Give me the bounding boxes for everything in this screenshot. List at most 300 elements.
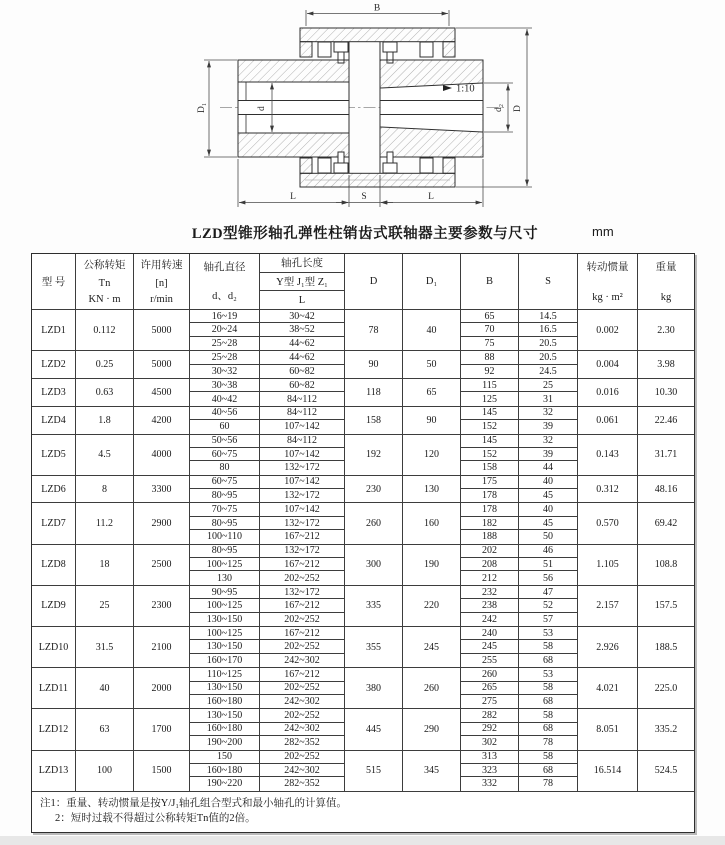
bore-subrow — [190, 420, 344, 433]
header-bore-length-symbol: L — [298, 294, 306, 306]
bore-length-cell: 282~352 — [284, 778, 320, 790]
elastic-pin-top-right — [383, 42, 397, 52]
bore-diameter-cell: 190~220 — [190, 777, 260, 790]
bs-subrow — [461, 392, 577, 405]
bore-diameter-cell: 130~150 — [190, 640, 260, 652]
B-S-group — [461, 435, 578, 475]
bore-diameter-cell: 70~75 — [190, 503, 260, 515]
bs-subrow — [461, 503, 577, 516]
D-cell: 300 — [345, 545, 403, 585]
inertia-cell: 4.021 — [578, 668, 638, 708]
bore-diameter-cell: 130~150 — [190, 709, 260, 721]
bore-length-cell: 60~82 — [289, 379, 315, 391]
bs-subrow — [461, 764, 577, 777]
inertia-cell: 0.312 — [578, 476, 638, 503]
bore-diameter-cell: 80 — [190, 461, 260, 474]
bs-subrow — [461, 682, 577, 695]
bs-subrow — [461, 736, 577, 749]
B-S-group — [461, 351, 578, 378]
inertia-cell: 0.570 — [578, 503, 638, 543]
inertia-cell: 1.105 — [578, 545, 638, 585]
bore-diameter-cell: 100~125 — [190, 599, 260, 611]
bs-subrow — [461, 448, 577, 461]
table-row — [32, 310, 694, 351]
header-D1: D₁ — [403, 254, 461, 309]
B-cell: 245 — [461, 640, 519, 652]
outer-sleeve-top — [300, 28, 455, 42]
B-cell: 292 — [461, 723, 519, 735]
torque-cell: 40 — [76, 668, 134, 708]
speed-cell: 1700 — [134, 709, 190, 749]
bore-subrow — [190, 351, 344, 364]
S-cell: 58 — [543, 751, 553, 763]
speed-cell: 5000 — [134, 351, 190, 378]
S-cell: 20.5 — [539, 351, 557, 363]
bore-diameter-cell: 100~125 — [190, 627, 260, 639]
sleeve-flange-top-left — [300, 42, 312, 57]
bore-length-cell: 30~42 — [289, 310, 315, 322]
B-S-group — [461, 476, 578, 503]
bore-diameter-cell: 160~180 — [190, 695, 260, 708]
table-row — [32, 709, 694, 750]
bore-length-cell: 242~302 — [284, 654, 320, 666]
B-cell: 188 — [461, 530, 519, 543]
inertia-cell: 2.926 — [578, 627, 638, 667]
inertia-cell: 0.143 — [578, 435, 638, 475]
S-cell: 46 — [543, 545, 553, 557]
torque-cell: 0.112 — [76, 310, 134, 350]
dim-label-L-left: L — [290, 192, 296, 202]
header-bore-diameter-title: 轴孔直径 — [203, 262, 246, 273]
model-cell: LZD2 — [32, 351, 76, 378]
torque-cell: 0.25 — [76, 351, 134, 378]
bore-subrow — [190, 627, 344, 640]
speed-cell: 2100 — [134, 627, 190, 667]
bore-subrow — [190, 435, 344, 448]
bore-subrow — [190, 709, 344, 722]
D-cell: 90 — [345, 351, 403, 378]
B-cell: 212 — [461, 571, 519, 584]
D-cell: 260 — [345, 503, 403, 543]
B-cell: 208 — [461, 558, 519, 570]
model-cell: LZD5 — [32, 435, 76, 475]
bore-dimensions-group — [190, 627, 345, 667]
bore-subrow — [190, 407, 344, 420]
header-inertia-title: 转动惯量 — [586, 262, 629, 273]
B-S-group — [461, 668, 578, 708]
header-torque-symbol: Tn — [98, 277, 111, 289]
bore-subrow — [190, 379, 344, 392]
table-row — [32, 407, 694, 435]
bore-diameter-cell: 130~150 — [190, 682, 260, 694]
B-S-group — [461, 751, 578, 791]
elastic-pin-bottom-left-stem — [338, 152, 344, 163]
bore-dimensions-group — [190, 379, 345, 406]
bs-subrow — [461, 310, 577, 323]
D-cell: 118 — [345, 379, 403, 406]
B-S-group — [461, 407, 578, 434]
bore-subrow — [190, 599, 344, 612]
bore-diameter-cell: 150 — [190, 751, 260, 763]
bore-diameter-cell: 60 — [190, 420, 260, 433]
table-row — [32, 435, 694, 476]
outer-sleeve-bottom — [300, 173, 455, 187]
torque-cell: 100 — [76, 751, 134, 791]
B-cell: 332 — [461, 777, 519, 790]
note-line-1: 注1：重量、转动惯量是按Y/J₁轴孔组合型式和最小轴孔的计算值。 — [40, 797, 347, 809]
bore-dimensions-group — [190, 668, 345, 708]
D1-cell: 120 — [403, 435, 461, 475]
header-model-label: 型 号 — [41, 277, 66, 288]
dim-label-d: d — [257, 106, 267, 111]
bs-subrow — [461, 777, 577, 790]
sleeve-flange-bottom-left — [300, 158, 312, 173]
bore-dimensions-group — [190, 476, 345, 503]
bore-subrow — [190, 682, 344, 695]
bore-length-cell: 167~212 — [284, 668, 320, 680]
torque-cell: 25 — [76, 586, 134, 626]
weight-cell: 188.5 — [654, 641, 678, 653]
B-cell: 255 — [461, 654, 519, 667]
bs-subrow — [461, 599, 577, 612]
bore-subrow — [190, 448, 344, 461]
B-cell: 202 — [461, 545, 519, 557]
bore-subrow — [190, 668, 344, 681]
sleeve-flange-bottom-right — [443, 158, 455, 173]
dim-label-d2: d₂ — [494, 103, 504, 112]
weight-cell: 225.0 — [654, 682, 678, 694]
bore-diameter-cell: 160~170 — [190, 654, 260, 667]
weight-cell: 22.46 — [654, 414, 678, 426]
bore-dimensions-group — [190, 751, 345, 791]
coupling-drawing — [0, 0, 725, 220]
header-weight-title: 重量 — [655, 262, 677, 273]
D-cell: 78 — [345, 310, 403, 350]
table-row — [32, 379, 694, 407]
S-cell: 25 — [543, 379, 553, 391]
bore-subrow — [190, 751, 344, 764]
bore-dimensions-group — [190, 503, 345, 543]
B-S-group — [461, 310, 578, 350]
bs-subrow — [461, 709, 577, 722]
S-cell: 78 — [543, 737, 553, 749]
page-edge-shadow — [0, 836, 725, 845]
inertia-cell: 16.514 — [578, 751, 638, 791]
bore-diameter-cell: 50~56 — [190, 435, 260, 447]
bore-length-cell: 132~172 — [284, 545, 320, 557]
header-inertia — [578, 254, 638, 309]
bs-subrow — [461, 351, 577, 364]
bore-diameter-cell: 80~95 — [190, 489, 260, 502]
D-cell: 230 — [345, 476, 403, 503]
speed-cell: 4500 — [134, 379, 190, 406]
bore-length-cell: 60~82 — [289, 365, 315, 377]
table-body — [32, 310, 694, 792]
model-cell: LZD10 — [32, 627, 76, 667]
bore-diameter-cell: 30~32 — [190, 365, 260, 378]
B-cell: 265 — [461, 682, 519, 694]
header-torque — [76, 254, 134, 309]
bore-length-cell: 242~302 — [284, 696, 320, 708]
S-cell: 58 — [543, 682, 553, 694]
bs-subrow — [461, 571, 577, 584]
header-weight — [638, 254, 694, 309]
S-cell: 68 — [543, 764, 553, 776]
header-speed-unit: r/min — [150, 294, 173, 305]
inertia-cell: 0.004 — [578, 351, 638, 378]
D1-cell: 290 — [403, 709, 461, 749]
dim-label-D: D — [513, 105, 523, 112]
model-cell: LZD9 — [32, 586, 76, 626]
D-cell: 158 — [345, 407, 403, 434]
bs-subrow — [461, 586, 577, 599]
table-row — [32, 627, 694, 668]
bore-length-cell: 202~252 — [284, 641, 320, 653]
bore-length-cell: 132~172 — [284, 586, 320, 598]
bore-length-cell: 84~112 — [286, 407, 318, 419]
bs-subrow — [461, 751, 577, 764]
S-cell: 51 — [543, 558, 553, 570]
B-cell: 275 — [461, 695, 519, 708]
bs-subrow — [461, 695, 577, 708]
bore-dimensions-group — [190, 435, 345, 475]
bore-diameter-cell: 80~95 — [190, 545, 260, 557]
speed-cell: 1500 — [134, 751, 190, 791]
bore-length-cell: 167~212 — [284, 599, 320, 611]
inertia-cell: 0.061 — [578, 407, 638, 434]
S-cell: 20.5 — [539, 337, 557, 349]
gear-tooth-top-right — [420, 42, 433, 57]
dim-label-L-right: L — [428, 192, 434, 202]
bore-diameter-cell: 40~42 — [190, 392, 260, 405]
S-cell: 39 — [543, 448, 553, 460]
speed-cell: 3300 — [134, 476, 190, 503]
header-torque-title: 公称转矩 — [83, 260, 126, 271]
bore-dimensions-group — [190, 709, 345, 749]
header-model — [32, 254, 76, 309]
gear-tooth-bottom-right — [420, 158, 433, 173]
bore-diameter-cell: 60~75 — [190, 476, 260, 488]
weight-cell: 48.16 — [654, 483, 678, 495]
bore-diameter-cell: 160~180 — [190, 764, 260, 776]
bore-length-cell: 44~62 — [289, 337, 315, 349]
S-cell: 68 — [543, 723, 553, 735]
torque-cell: 0.63 — [76, 379, 134, 406]
weight-cell: 3.98 — [657, 359, 675, 371]
note-line-2: 2：短时过载不得超过公称转矩Tn值的2倍。 — [55, 812, 256, 824]
model-cell: LZD1 — [32, 310, 76, 350]
bore-subrow — [190, 586, 344, 599]
B-cell: 282 — [461, 709, 519, 721]
speed-cell: 2900 — [134, 503, 190, 543]
D-cell: 355 — [345, 627, 403, 667]
S-cell: 32 — [543, 407, 553, 419]
bore-diameter-cell: 25~28 — [190, 351, 260, 363]
bore-length-cell: 107~142 — [284, 504, 320, 516]
header-B: B — [461, 254, 519, 309]
bore-dimensions-group — [190, 351, 345, 378]
D1-cell: 345 — [403, 751, 461, 791]
S-cell: 45 — [543, 490, 553, 502]
bore-subrow — [190, 392, 344, 405]
B-cell: 178 — [461, 503, 519, 515]
B-cell: 92 — [461, 365, 519, 378]
B-cell: 178 — [461, 489, 519, 502]
bs-subrow — [461, 337, 577, 350]
D1-cell: 130 — [403, 476, 461, 503]
bs-subrow — [461, 723, 577, 736]
D-cell: 192 — [345, 435, 403, 475]
B-cell: 323 — [461, 764, 519, 776]
inertia-cell: 0.016 — [578, 379, 638, 406]
bore-length-cell: 38~52 — [289, 324, 315, 336]
S-cell: 24.5 — [539, 365, 557, 377]
B-cell: 115 — [461, 379, 519, 391]
B-cell: 302 — [461, 736, 519, 749]
inertia-cell: 0.002 — [578, 310, 638, 350]
bore-length-cell: 202~252 — [284, 572, 320, 584]
D-cell: 445 — [345, 709, 403, 749]
bore-diameter-cell: 40~56 — [190, 407, 260, 419]
speed-cell: 4000 — [134, 435, 190, 475]
table-row — [32, 503, 694, 544]
table-row — [32, 751, 694, 792]
B-cell: 238 — [461, 599, 519, 611]
S-cell: 32 — [543, 435, 553, 447]
bore-diameter-cell: 90~95 — [190, 586, 260, 598]
D1-cell: 245 — [403, 627, 461, 667]
model-cell: LZD11 — [32, 668, 76, 708]
bore-dimensions-group — [190, 407, 345, 434]
model-cell: LZD13 — [32, 751, 76, 791]
bs-subrow — [461, 668, 577, 681]
S-cell: 68 — [543, 654, 553, 666]
table-row — [32, 545, 694, 586]
bs-subrow — [461, 613, 577, 626]
B-S-group — [461, 379, 578, 406]
B-S-group — [461, 586, 578, 626]
S-cell: 53 — [543, 668, 553, 680]
table-header — [32, 254, 694, 310]
unit-label: mm — [592, 224, 614, 239]
weight-cell: 157.5 — [654, 600, 678, 612]
S-cell: 58 — [543, 710, 553, 722]
bore-subrow — [190, 323, 344, 336]
speed-cell: 2000 — [134, 668, 190, 708]
header-speed-symbol: [n] — [155, 277, 168, 289]
header-torque-unit: KN · m — [88, 294, 121, 305]
bore-length-cell: 107~142 — [284, 448, 320, 460]
bs-subrow — [461, 545, 577, 558]
model-cell: LZD4 — [32, 407, 76, 434]
B-cell: 145 — [461, 407, 519, 419]
bore-diameter-cell: 16~19 — [190, 310, 260, 322]
B-cell: 240 — [461, 627, 519, 639]
bs-subrow — [461, 461, 577, 474]
bs-subrow — [461, 435, 577, 448]
weight-cell: 31.71 — [654, 449, 678, 461]
bs-subrow — [461, 489, 577, 502]
notes — [32, 792, 694, 832]
page-title: LZD型锥形轴孔弹性柱销齿式联轴器主要参数与尺寸 — [191, 226, 539, 242]
S-cell: 50 — [543, 531, 553, 543]
bore-diameter-cell: 80~95 — [190, 517, 260, 529]
elastic-pin-bottom-right — [383, 163, 397, 173]
B-cell: 158 — [461, 461, 519, 474]
bore-subrow — [190, 571, 344, 584]
bore-length-cell: 107~142 — [284, 421, 320, 433]
B-cell: 182 — [461, 517, 519, 529]
dim-label-B: B — [373, 3, 381, 14]
bore-subrow — [190, 517, 344, 530]
D-cell: 515 — [345, 751, 403, 791]
bore-length-cell: 282~352 — [284, 737, 320, 749]
S-cell: 68 — [543, 696, 553, 708]
header-bore-diameter-symbol: d、d₂ — [212, 291, 237, 302]
S-cell: 53 — [543, 627, 553, 639]
bore-diameter-cell: 130~150 — [190, 613, 260, 626]
weight-cell: 108.8 — [654, 559, 678, 571]
S-cell: 52 — [543, 599, 553, 611]
bore-length-cell: 107~142 — [284, 476, 320, 488]
table-row — [32, 586, 694, 627]
bs-subrow — [461, 379, 577, 392]
bore-diameter-cell: 190~200 — [190, 736, 260, 749]
D1-cell: 160 — [403, 503, 461, 543]
bore-diameter-cell: 60~75 — [190, 448, 260, 460]
S-cell: 31 — [543, 393, 553, 405]
header-inertia-unit: kg · m² — [592, 292, 623, 303]
bore-subrow — [190, 503, 344, 516]
bore-subrow — [190, 736, 344, 749]
S-cell: 40 — [543, 476, 553, 488]
sleeve-flange-top-right — [443, 42, 455, 57]
S-cell: 16.5 — [539, 324, 557, 336]
weight-cell: 69.42 — [654, 518, 678, 530]
model-cell: LZD12 — [32, 709, 76, 749]
B-S-group — [461, 545, 578, 585]
bore-subrow — [190, 640, 344, 653]
bore-dimensions-group — [190, 310, 345, 350]
D-cell: 335 — [345, 586, 403, 626]
weight-cell: 524.5 — [654, 765, 678, 777]
header-speed — [134, 254, 190, 309]
bore-length-cell: 242~302 — [284, 764, 320, 776]
S-cell: 56 — [543, 572, 553, 584]
S-cell: 58 — [543, 641, 553, 653]
bore-subrow — [190, 654, 344, 667]
bore-length-cell: 84~112 — [286, 393, 318, 405]
gear-tooth-bottom-left — [318, 158, 331, 173]
header-speed-title: 许用转速 — [140, 260, 183, 271]
bs-subrow — [461, 640, 577, 653]
bs-subrow — [461, 323, 577, 336]
elastic-pin-top-left — [334, 42, 348, 52]
model-cell: LZD7 — [32, 503, 76, 543]
gear-tooth-top-left — [318, 42, 331, 57]
S-cell: 47 — [543, 586, 553, 598]
S-cell: 44 — [543, 462, 553, 474]
elastic-pin-bottom-right-stem — [387, 152, 393, 163]
torque-cell: 31.5 — [76, 627, 134, 667]
bore-subrow — [190, 365, 344, 378]
speed-cell: 4200 — [134, 407, 190, 434]
dim-label-S: S — [361, 192, 367, 202]
D1-cell: 190 — [403, 545, 461, 585]
bs-subrow — [461, 420, 577, 433]
bs-subrow — [461, 654, 577, 667]
bs-subrow — [461, 365, 577, 378]
